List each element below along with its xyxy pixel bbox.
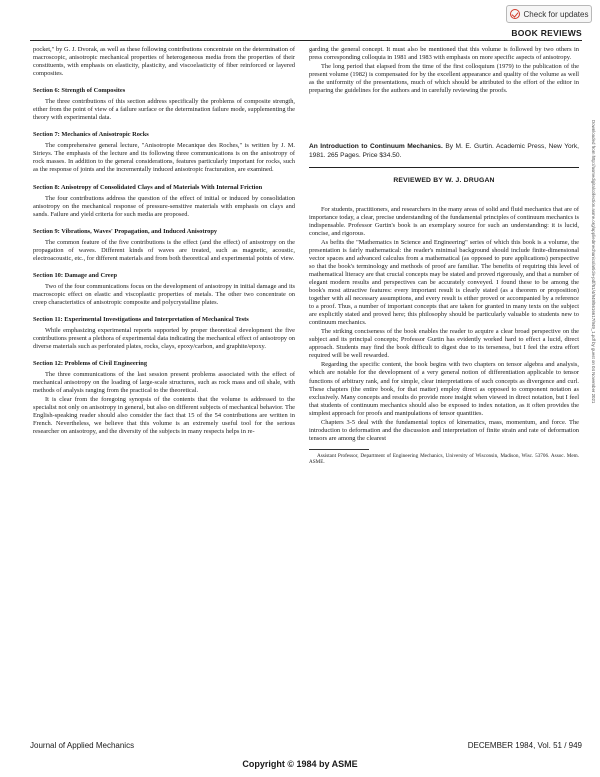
- review-paragraph: For students, practitioners, and researchers in the many areas of solid and fluid mechanics that are of importance today, a clear, precise understanding of the fundamental principles of continuum mechanics is indispensable. Professor Gurtin's book is an exemplary source for such an understanding: it is lucid, concise, and rigorous.: [309, 205, 579, 237]
- section-paragraph: The comprehensive general lecture, "Anisotropie Mecanique des Roches," is written by J. M. Sirieys. The emphasis of the lecture and its following three communications is on the anisotropy of rock masses. In addition to the general considerations, features particularly important for rocks, such as the response of joints and the incrementally induced anisotropic fracturation, are examined.: [33, 142, 295, 174]
- section-9: [33, 228, 295, 263]
- issue-page: DECEMBER 1984, Vol. 51 / 949: [467, 741, 582, 750]
- section-heading: Section 10: Damage and Creep: [33, 271, 118, 279]
- review-paragraph: The striking conciseness of the book enables the reader to acquire a clear broad perspective on the subject and its principal concepts; Professor Gurtin has evidently worked hard to effect a lucid, direct approach. Students may find the book difficult to digest due to its terseness, but I feel the extra effort required will be well rewarded.: [309, 328, 579, 360]
- section-paragraph: Two of the four communications focus on the development of anisotropy in initial damage and its macroscopic effect on elastic and viscoplastic properties of metals. The other two concentrate on creep characteristics of anisotropic composite and polycrystalline plates.: [33, 282, 295, 306]
- book-citation: [309, 143, 579, 160]
- reviewer-byline: REVIEWED BY W. J. DRUGAN: [393, 177, 495, 185]
- section-paragraph: The common feature of the five contributions is the effect (and the effect) of anisotropy on the propagation of waves. Different kinds of waves are treated, such as magnetic, acoustic, electroacoustic, etc., for different materials and from both theoretical and experimental points of view.: [33, 238, 295, 262]
- check-for-updates-label: Check for updates: [523, 9, 589, 19]
- header-rule: [30, 40, 582, 41]
- section-6: [33, 87, 295, 122]
- right-column: [309, 46, 579, 466]
- check-badge-icon: [510, 9, 520, 19]
- footnote: Assistant Professor, Department of Engineering Mechanics, University of Wisconsin, Madison, Wisc. 53706. Assoc. Mem. ASME.: [309, 452, 579, 466]
- review-paragraph: As befits the "Mathematics in Science and Engineering" series of which this book is a volume, the presentation is fairly mathematical: the reader's minimal background should include finite-dimensional vector spaces and advanced calculus from a mathematical (as opposed to pure applications) perspective so that the book's terminology and methods of proof are familiar. The benefits of requiring this level of mathematical literacy are that crucial concepts may be stated and proved rigorously, and that a number of elegant modern results and perspectives can be accurately conveyed. I found these to be among the book's most attractive features: every important result is clearly stated (as a theorem or proposition) together with all necessary assumptions, and every result is either proved or accompanied by a reference to a proof. Thus, a number of important concepts that are taken for granted in many texts on the subject are explicitly stated and proved here; this philosophy should be particularly valuable to students new to continuum mechanics.: [309, 238, 579, 327]
- book-details: By M. E. Gurtin. Academic Press, New York, 1981. 265 Pages. Price $34.50.: [309, 143, 579, 159]
- section-heading: Section 6: Strength of Composites: [33, 87, 126, 95]
- left-column: [33, 46, 295, 437]
- section-8: [33, 184, 295, 219]
- section-heading: Section 11: Experimental Investigations and Interpretation of Mechanical Tests: [33, 315, 249, 323]
- running-head: BOOK REVIEWS: [511, 28, 582, 38]
- check-for-updates-button[interactable]: [506, 5, 592, 23]
- section-paragraph: It is clear from the foregoing synopsis of the contents that the volume is addressed to the specialist not only on anisotropy in general, but also on different subjects of mechanical behavior. The English-speaking reader should also consider the fact that 15 of the 54 contributions are written in French. Nevertheless, we believe that this volume is an extremely useful tool for the serious researcher on anisotropy, and the diversity of the subjects in many respects helps in re-: [33, 396, 295, 436]
- section-heading: Section 12: Problems of Civil Engineering: [33, 360, 148, 368]
- section-paragraph: The four contributions address the question of the effect of initial or induced by consolidation anisotropy on the mechanical response of pressure-sensitive materials with emphasis on clays and sands. Failure and yield criteria for such media are proposed.: [33, 194, 295, 218]
- review-paragraph: Regarding the specific content, the book begins with two chapters on tensor algebra and analysis, which are notable for the development of a very general notion of differentiation applicable to tensor functions of arbitrary rank, and for simple, clear interpretations of such concepts as divergence and curl. These chapters (the entire book, for that matter) employ direct as opposed to component notation as exclusively. Many concepts and results do provide more insight when viewed in direct notation, but I feel that students of continuum mechanics should also be exposed to index notation, as it often provides the simplest approach for proofs and manipulations of tensor quantities.: [309, 361, 579, 417]
- book-title: An Introduction to Continuum Mechanics.: [309, 143, 443, 151]
- section-7: [33, 131, 295, 174]
- right-intro-paragraph: garding the general concept. It must also be mentioned that this volume is followed by two others in press corresponding colloquia in 1981 and 1983 with emphasis on more specific aspects of anisotropy.: [309, 46, 579, 62]
- journal-name: Journal of Applied Mechanics: [30, 741, 135, 750]
- section-12: [33, 360, 295, 436]
- section-heading: Section 7: Mechanics of Anisotropic Rocks: [33, 131, 149, 139]
- review-rule: [309, 167, 579, 168]
- section-paragraph: While emphasizing experimental reports supported by proper theoretical development the five contributions present a plethora of experimental data indicating the mechanical effect of anisotropy on diverse materials such as perforated plates, rocks, clays, epoxy/carbon, and graphite/epoxy.: [33, 326, 295, 351]
- right-intro-paragraph: The long period that elapsed from the time of the first colloquium (1979) to the publication of the present volume (1982) is compensated for by the excellent appearance and quality of the volume as well as the uniformity of the presentations, much of which should be attributed to the effort of the editor in preparing the guidelines for the authors and in carefully reviewing the proofs.: [309, 63, 579, 95]
- section-paragraph: The three communications of the last session present problems associated with the effect of mechanical anisotropy on the loading of large-scale structures, such as rock mass and oil shale, with methods of analysis ranging from the practical to the theoretical.: [33, 371, 295, 395]
- review-paragraph: Chapters 3-5 deal with the fundamental topics of kinematics, mass, momentum, and force. The introduction to deformation and the discussion and interpretation of finite strain and rate of deformation tensors are among the clearest: [309, 418, 579, 442]
- download-watermark: Downloaded from http://asmedigitalcollection.asme.org/appliedmechanics/article-pdf/51/4/949/5616617/949_1.pdf by guest on 04 November 2021: [591, 120, 596, 404]
- copyright: Copyright © 1984 by ASME: [242, 759, 358, 769]
- section-heading: Section 9: Vibrations, Waves' Propagation, and Induced Anisotropy: [33, 227, 218, 235]
- footnote-rule: [309, 449, 369, 450]
- section-10: [33, 272, 295, 307]
- section-paragraph: The three contributions of this section address specifically the problems of composite strength, either from the point of view of a failure surface or the determination failure mode, supplementing the theory with experimental data.: [33, 98, 295, 122]
- section-heading: Section 8: Anisotropy of Consolidated Clays and of Materials With Internal Friction: [33, 183, 263, 191]
- left-intro-paragraph: pocket," by G. J. Dvorak, as well as these following contributions concentrate on the determination of macroscopic, anisotropic mechanical properties of heterogeneous media from the properties of their constituents, with emphasis on elasticity, plasticity, and viscoelasticity of fiber reinforced or layered composites.: [33, 46, 295, 78]
- section-11: [33, 316, 295, 351]
